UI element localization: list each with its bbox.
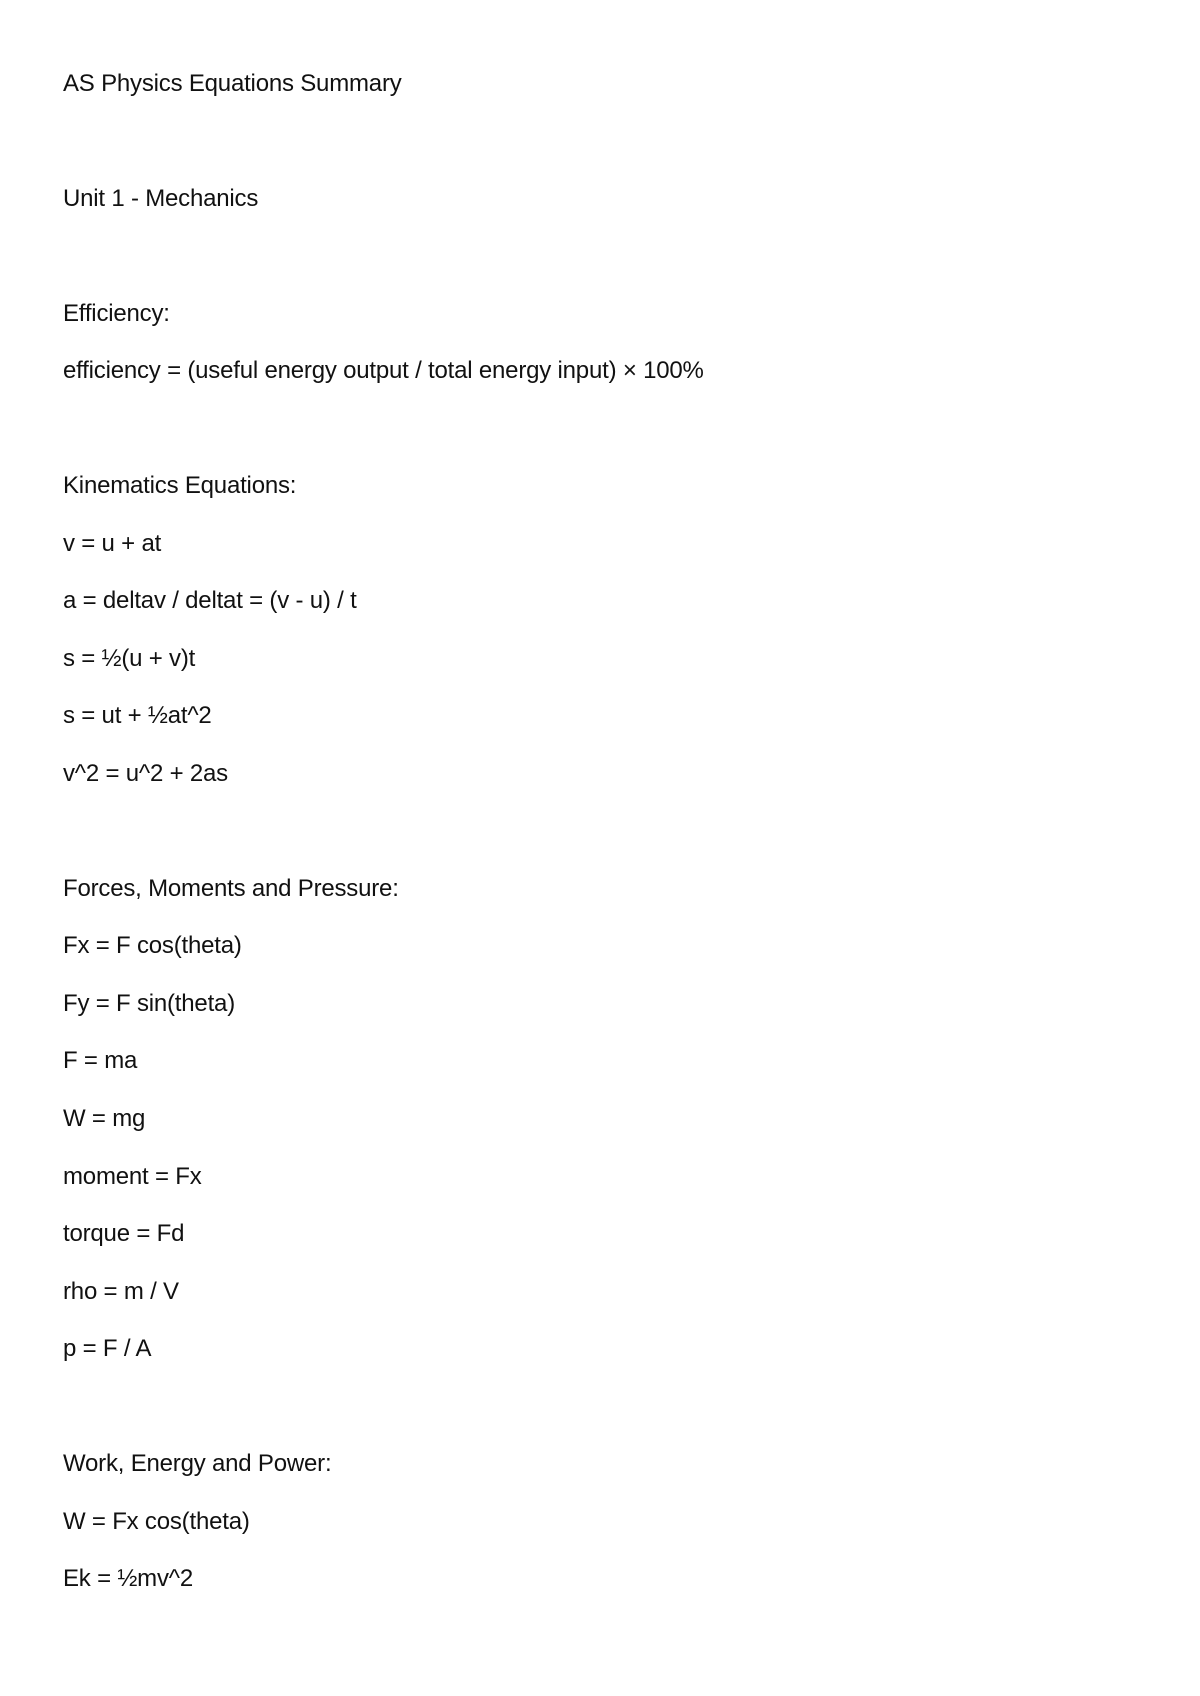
equation-line: s = ut + ½at^2 [63, 702, 212, 729]
equation-line: p = F / A [63, 1335, 152, 1362]
equation-line: moment = Fx [63, 1163, 202, 1190]
equation-line: F = ma [63, 1047, 138, 1074]
document-title: AS Physics Equations Summary [63, 70, 402, 97]
kinematics-heading: Kinematics Equations: [63, 472, 297, 499]
equation-line: Fy = F sin(theta) [63, 990, 235, 1017]
efficiency-heading: Efficiency: [63, 300, 170, 327]
equation-line: a = deltav / deltat = (v - u) / t [63, 587, 357, 614]
forces-heading: Forces, Moments and Pressure: [63, 875, 399, 902]
equation-line: s = ½(u + v)t [63, 645, 196, 672]
equation-line: efficiency = (useful energy output / total energy input) × 100% [63, 357, 704, 384]
equation-line: W = mg [63, 1105, 146, 1132]
work-heading: Work, Energy and Power: [63, 1450, 332, 1477]
equation-line: v^2 = u^2 + 2as [63, 760, 228, 787]
equation-line: torque = Fd [63, 1220, 185, 1247]
equation-line: rho = m / V [63, 1278, 179, 1305]
equation-line: v = u + at [63, 530, 162, 557]
unit-heading: Unit 1 - Mechanics [63, 185, 259, 212]
equation-line: Ek = ½mv^2 [63, 1565, 193, 1592]
equation-line: Fx = F cos(theta) [63, 932, 242, 959]
equation-line: W = Fx cos(theta) [63, 1508, 250, 1535]
